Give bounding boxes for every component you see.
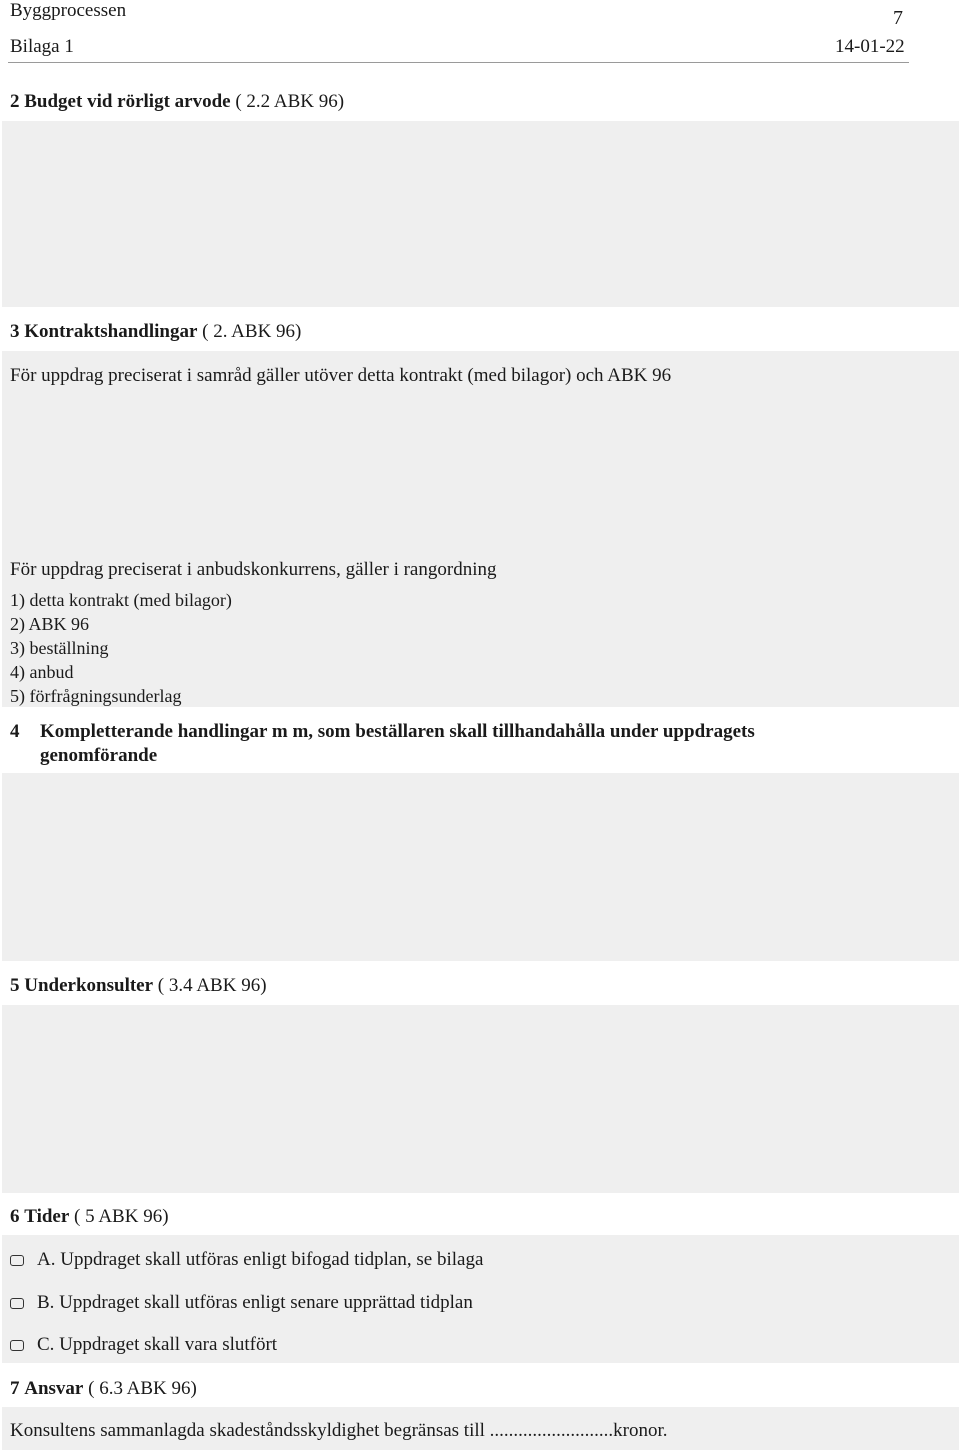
header-rule [8, 62, 909, 63]
section-7-ref: ( 6.3 ABK 96) [88, 1378, 197, 1399]
header-date: 14-01-22 [835, 36, 905, 57]
section-2-heading [10, 90, 344, 114]
section-5-ref: ( 3.4 ABK 96) [157, 975, 267, 996]
section-5-number: 5 [10, 975, 20, 996]
liability-text[interactable]: Konsultens sammanlagda skadeståndsskyldighet begränsas till ..........................kronor. [10, 1420, 668, 1441]
section-3-number: 3 [10, 321, 20, 342]
section-3-heading [10, 320, 301, 344]
section-4-title: Kompletterande handlingar m m, som beställaren skall tillhandahålla under uppdragets genomförande [40, 721, 755, 766]
section-3-title: Kontraktshandlingar [24, 321, 198, 342]
section-3-ranking-list [10, 588, 232, 708]
section-3-agreed-text: För uppdrag preciserat i samråd gäller utöver detta kontrakt (med bilagor) och ABK 96 [10, 365, 672, 386]
ranking-item: 4) anbud [10, 662, 74, 682]
checkbox-icon[interactable] [10, 1298, 24, 1309]
section-3-competition-text: För uppdrag preciserat i anbudskonkurrens, gäller i rangordning [10, 559, 497, 580]
time-option-b[interactable] [10, 1291, 473, 1315]
ranking-item: 5) förfrågningsunderlag [10, 686, 182, 706]
section-2-number: 2 [10, 91, 20, 112]
section-6-number: 6 [10, 1206, 20, 1227]
header-attachment: Bilaga 1 [10, 36, 74, 57]
section-6-ref: ( 5 ABK 96) [74, 1206, 169, 1227]
time-option-b-label: B. Uppdraget skall utföras enligt senare upprättad tidplan [37, 1292, 473, 1313]
section-7-title: Ansvar [24, 1378, 84, 1399]
section-4-number: 4 [10, 721, 20, 742]
time-option-c[interactable] [10, 1333, 277, 1357]
section-2-title: Budget vid rörligt arvode [24, 91, 231, 112]
ranking-item: 2) ABK 96 [10, 614, 90, 634]
section-5-heading [10, 974, 267, 998]
section-4-input-box[interactable] [2, 773, 959, 961]
section-5-title: Underkonsulter [24, 975, 154, 996]
section-4-heading [10, 720, 870, 770]
section-6-title: Tider [24, 1206, 70, 1227]
section-2-input-box[interactable] [2, 121, 959, 307]
section-7-heading [10, 1377, 197, 1401]
section-6-heading [10, 1205, 169, 1229]
header-project: Byggprocessen [10, 0, 127, 21]
section-3-ref: ( 2. ABK 96) [202, 321, 302, 342]
ranking-item: 3) beställning [10, 638, 109, 658]
section-5-input-box[interactable] [2, 1005, 959, 1193]
checkbox-icon[interactable] [10, 1255, 24, 1266]
section-7-number: 7 [10, 1378, 20, 1399]
time-option-a[interactable] [10, 1248, 483, 1272]
section-2-ref: ( 2.2 ABK 96) [235, 91, 345, 112]
ranking-item: 1) detta kontrakt (med bilagor) [10, 590, 232, 610]
checkbox-icon[interactable] [10, 1340, 24, 1351]
time-option-a-label: A. Uppdraget skall utföras enligt bifogad tidplan, se bilaga [37, 1249, 484, 1270]
page-number: 7 [893, 7, 903, 29]
time-option-c-label: C. Uppdraget skall vara slutfört [37, 1334, 278, 1355]
